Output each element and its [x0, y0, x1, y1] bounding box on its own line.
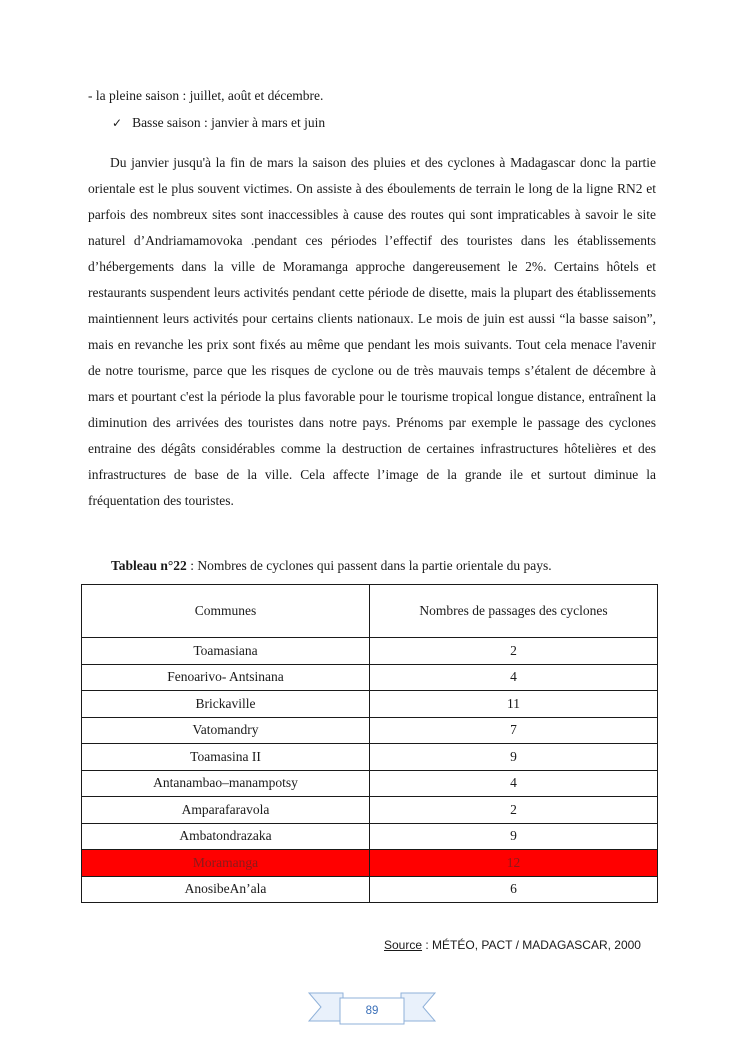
cell-passages: 2 [370, 797, 658, 824]
cell-passages: 7 [370, 717, 658, 744]
source-note [384, 938, 641, 952]
table-row [82, 797, 658, 824]
source-label: Source [384, 938, 423, 952]
cell-commune: Ambatondrazaka [82, 823, 370, 850]
cell-commune: Antanambao–manampotsy [82, 770, 370, 797]
cell-commune: Amparafaravola [82, 797, 370, 824]
cell-passages: 6 [370, 876, 658, 903]
bullet-item [112, 115, 325, 131]
cell-passages: 4 [370, 770, 658, 797]
cell-passages: 9 [370, 823, 658, 850]
header-communes: Communes [82, 585, 370, 638]
page-number: 89 [365, 1005, 379, 1017]
cyclones-table [81, 584, 658, 903]
table-row [82, 664, 658, 691]
cell-passages: 11 [370, 691, 658, 718]
cell-passages: 12 [370, 850, 658, 877]
source-text: : MÉTÉO, PACT / MADAGASCAR, 2000 [422, 938, 641, 952]
table-row-highlighted [82, 850, 658, 877]
table-caption-label: Tableau n°22 [111, 558, 187, 573]
table-row [82, 717, 658, 744]
table-row [82, 638, 658, 665]
table-row [82, 823, 658, 850]
cell-commune: Brickaville [82, 691, 370, 718]
header-passages: Nombres de passages des cyclones [370, 585, 658, 638]
table-row [82, 691, 658, 718]
table-row [82, 744, 658, 771]
season-line: - la pleine saison : juillet, août et décembre. [88, 88, 324, 103]
cell-passages: 2 [370, 638, 658, 665]
bullet-text: Basse saison : janvier à mars et juin [132, 115, 326, 130]
body-paragraph: Du janvier jusqu'à la fin de mars la saison des pluies et des cyclones à Madagascar donc la partie orientale est le plus souvent victimes. On assiste à des éboulements de terrain le long de la ligne RN2 et parfois des nombreux sites sont inaccessibles à cause des routes qui sont impraticables à savoir le site naturel d’Andriamamovoka .pendant ces périodes l’effectif des touristes dans les établissements d’hébergements dans la ville de Moramanga approche dangereusement le 2%. Certains hôtels et restaurants suspendent leurs activités pendant cette période de disette, mais la plupart des établissements maintiennent leurs activités pour certains clients nationaux. Le mois de juin est aussi “la basse saison”, mais en revanche les prix sont fixés au même que pendant les mois suivants. Tout cela menace l'avenir de notre tourisme, parce que les risques de cyclone ou de très mauvais temps s’étalent de décembre à mars et pourtant c'est la période la plus favorable pour le tourisme tropical longue distance, entraînent la diminution des arrivées des touristes dans notre pays. Prénoms par exemple le passage des cyclones entraine des dégâts considérables comme la destruction de certaines infrastructures hôtelières et des infrastructures de base de la ville. Cela affecte l’image de la grande ile et surtout diminue la fréquentation des touristes. [88, 155, 656, 508]
table-row [82, 876, 658, 903]
table-header-row [82, 585, 658, 638]
cell-commune: Toamasina II [82, 744, 370, 771]
check-icon: ✓ [112, 116, 123, 130]
table-row [82, 770, 658, 797]
cell-passages: 9 [370, 744, 658, 771]
cell-commune: Vatomandry [82, 717, 370, 744]
cell-commune: Fenoarivo- Antsinana [82, 664, 370, 691]
cell-commune: Toamasiana [82, 638, 370, 665]
cell-commune: AnosibeAn’ala [82, 876, 370, 903]
cell-commune: Moramanga [82, 850, 370, 877]
table-caption [111, 558, 552, 574]
table-caption-text: : Nombres de cyclones qui passent dans la partie orientale du pays. [186, 558, 552, 573]
cell-passages: 4 [370, 664, 658, 691]
